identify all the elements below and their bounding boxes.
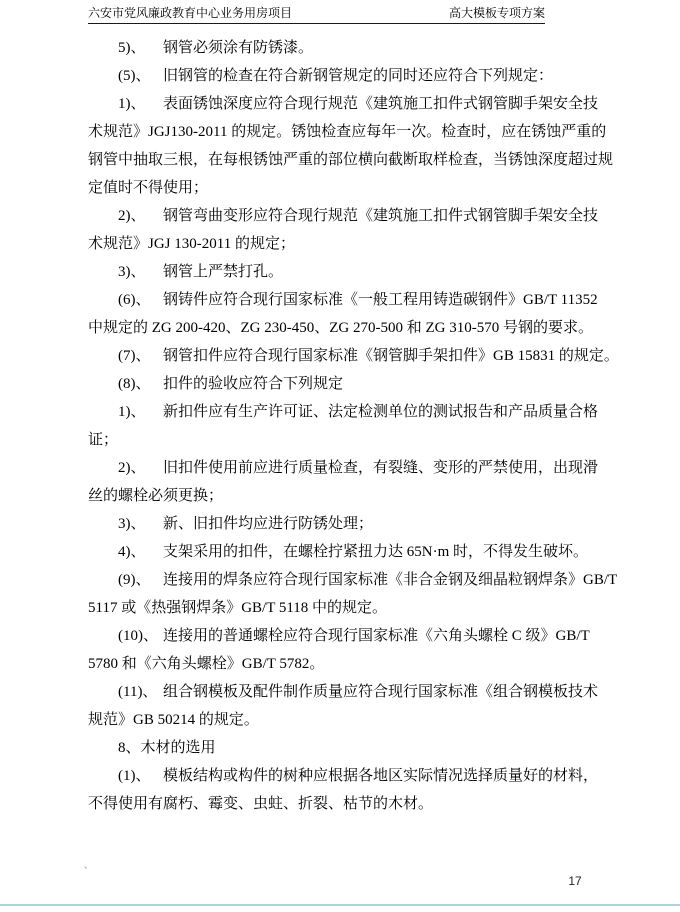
text-line	[88, 370, 596, 398]
line-text: 中规定的 ZG 200-420、ZG 230-450、ZG 270-500 和 ZG 310-570 号钢的要求。	[88, 320, 593, 336]
line-text: 表面锈蚀深度应符合现行规范《建筑施工扣件式钢管脚手架安全技	[163, 96, 599, 112]
line-text: 5117 或《热强钢焊条》GB/T 5118 中的规定。	[88, 600, 388, 616]
text-line	[88, 258, 596, 286]
text-line	[88, 650, 596, 678]
list-number: 5)、	[118, 40, 146, 56]
text-line	[88, 286, 596, 314]
line-text: 定值时不得使用；	[88, 180, 209, 196]
bottom-accent-line	[0, 904, 680, 906]
list-number: (7)、	[118, 348, 151, 364]
line-text: 8、木材的选用	[118, 740, 216, 756]
line-text: 扣件的验收应符合下列规定	[163, 376, 344, 392]
line-text: 组合钢模板及配件制作质量应符合现行国家标准《组合钢模板技术	[163, 684, 599, 700]
text-line	[88, 426, 596, 454]
document-body	[88, 34, 619, 818]
list-number: (9)、	[118, 572, 151, 588]
header-right-title: 高大模板专项方案	[448, 6, 545, 20]
line-text: 证；	[88, 432, 119, 448]
text-line	[88, 202, 599, 230]
line-text: 新、旧扣件均应进行防锈处理；	[163, 516, 374, 532]
text-line	[88, 62, 596, 90]
line-text: 钢管中抽取三根，在每根锈蚀严重的部位横向截断取样检查，当锈蚀深度超过规	[88, 152, 614, 168]
line-text: 5780 和《六角头螺栓》GB/T 5782。	[88, 656, 325, 672]
page-number: 17	[568, 874, 582, 888]
line-text: 钢管上严禁打孔。	[163, 264, 284, 280]
line-text: 不得使用有腐朽、霉变、虫蛀、折裂、枯节的木材。	[88, 796, 434, 812]
text-line	[88, 678, 599, 706]
header-left-title: 六安市党风廉政教育中心业务用房项目	[88, 6, 293, 20]
line-text: 旧扣件使用前应进行质量检查，有裂缝、变形的严禁使用，出现滑	[163, 460, 599, 476]
line-text: 钢管必须涂有防锈漆。	[163, 40, 314, 56]
line-text: 新扣件应有生产许可证、法定检测单位的测试报告和产品质量合格	[163, 404, 599, 420]
list-number: 4)、	[118, 544, 146, 560]
line-text: 模板结构或构件的树种应根据各地区实际情况选择质量好的材料，	[163, 768, 599, 784]
line-text: 规范》GB 50214 的规定。	[88, 712, 259, 728]
text-line	[88, 510, 596, 538]
text-line	[88, 342, 619, 370]
text-line	[88, 230, 596, 258]
list-number: (8)、	[118, 376, 151, 392]
text-line	[88, 314, 596, 342]
line-text: 术规范》JGJ130-2011 的规定。锈蚀检查应每年一次。检查时，应在锈蚀严重的	[88, 124, 607, 140]
list-number: 2)、	[118, 460, 146, 476]
text-line	[88, 482, 596, 510]
text-line	[88, 454, 599, 482]
line-text: 术规范》JGJ 130-2011 的规定；	[88, 236, 295, 252]
line-text: 钢管弯曲变形应符合现行规范《建筑施工扣件式钢管脚手架安全技	[163, 208, 599, 224]
line-text: 连接用的焊条应符合现行国家标准《非合金钢及细晶粒钢焊条》GB/T	[163, 572, 618, 588]
text-line	[88, 622, 596, 650]
text-line	[88, 90, 599, 118]
text-line	[88, 34, 596, 62]
text-line	[88, 398, 599, 426]
line-text: 钢铸件应符合现行国家标准《一般工程用铸造碳钢件》GB/T 11352	[163, 292, 598, 308]
list-number: (5)、	[118, 68, 151, 84]
text-line	[88, 174, 596, 202]
list-number: 2)、	[118, 208, 146, 224]
line-text: 丝的螺栓必须更换；	[88, 488, 224, 504]
text-line	[88, 594, 596, 622]
line-text: 钢管扣件应符合现行国家标准《钢管脚手架扣件》GB 15831 的规定。	[163, 348, 619, 364]
list-number: 1)、	[118, 96, 146, 112]
text-line	[88, 762, 599, 790]
page-header	[88, 6, 545, 24]
stray-mark: 、	[84, 860, 94, 870]
list-number: (11)、	[118, 684, 158, 700]
list-number: 3)、	[118, 264, 146, 280]
text-line	[88, 538, 596, 566]
list-number: 1)、	[118, 404, 146, 420]
line-text: 连接用的普通螺栓应符合现行国家标准《六角头螺栓 C 级》GB/T	[163, 628, 590, 644]
line-text: 旧钢管的检查在符合新钢管规定的同时还应符合下列规定：	[163, 68, 554, 84]
text-line	[88, 566, 618, 594]
text-line	[88, 790, 596, 818]
text-line	[88, 146, 614, 174]
text-line	[88, 706, 596, 734]
list-number: (6)、	[118, 292, 151, 308]
list-number: (1)、	[118, 768, 151, 784]
line-text: 支架采用的扣件，在螺栓拧紧扭力达 65N·m 时，不得发生破坏。	[163, 544, 588, 560]
text-line	[88, 118, 607, 146]
text-line	[88, 734, 596, 762]
list-number: (10)、	[118, 628, 158, 644]
list-number: 3)、	[118, 516, 146, 532]
